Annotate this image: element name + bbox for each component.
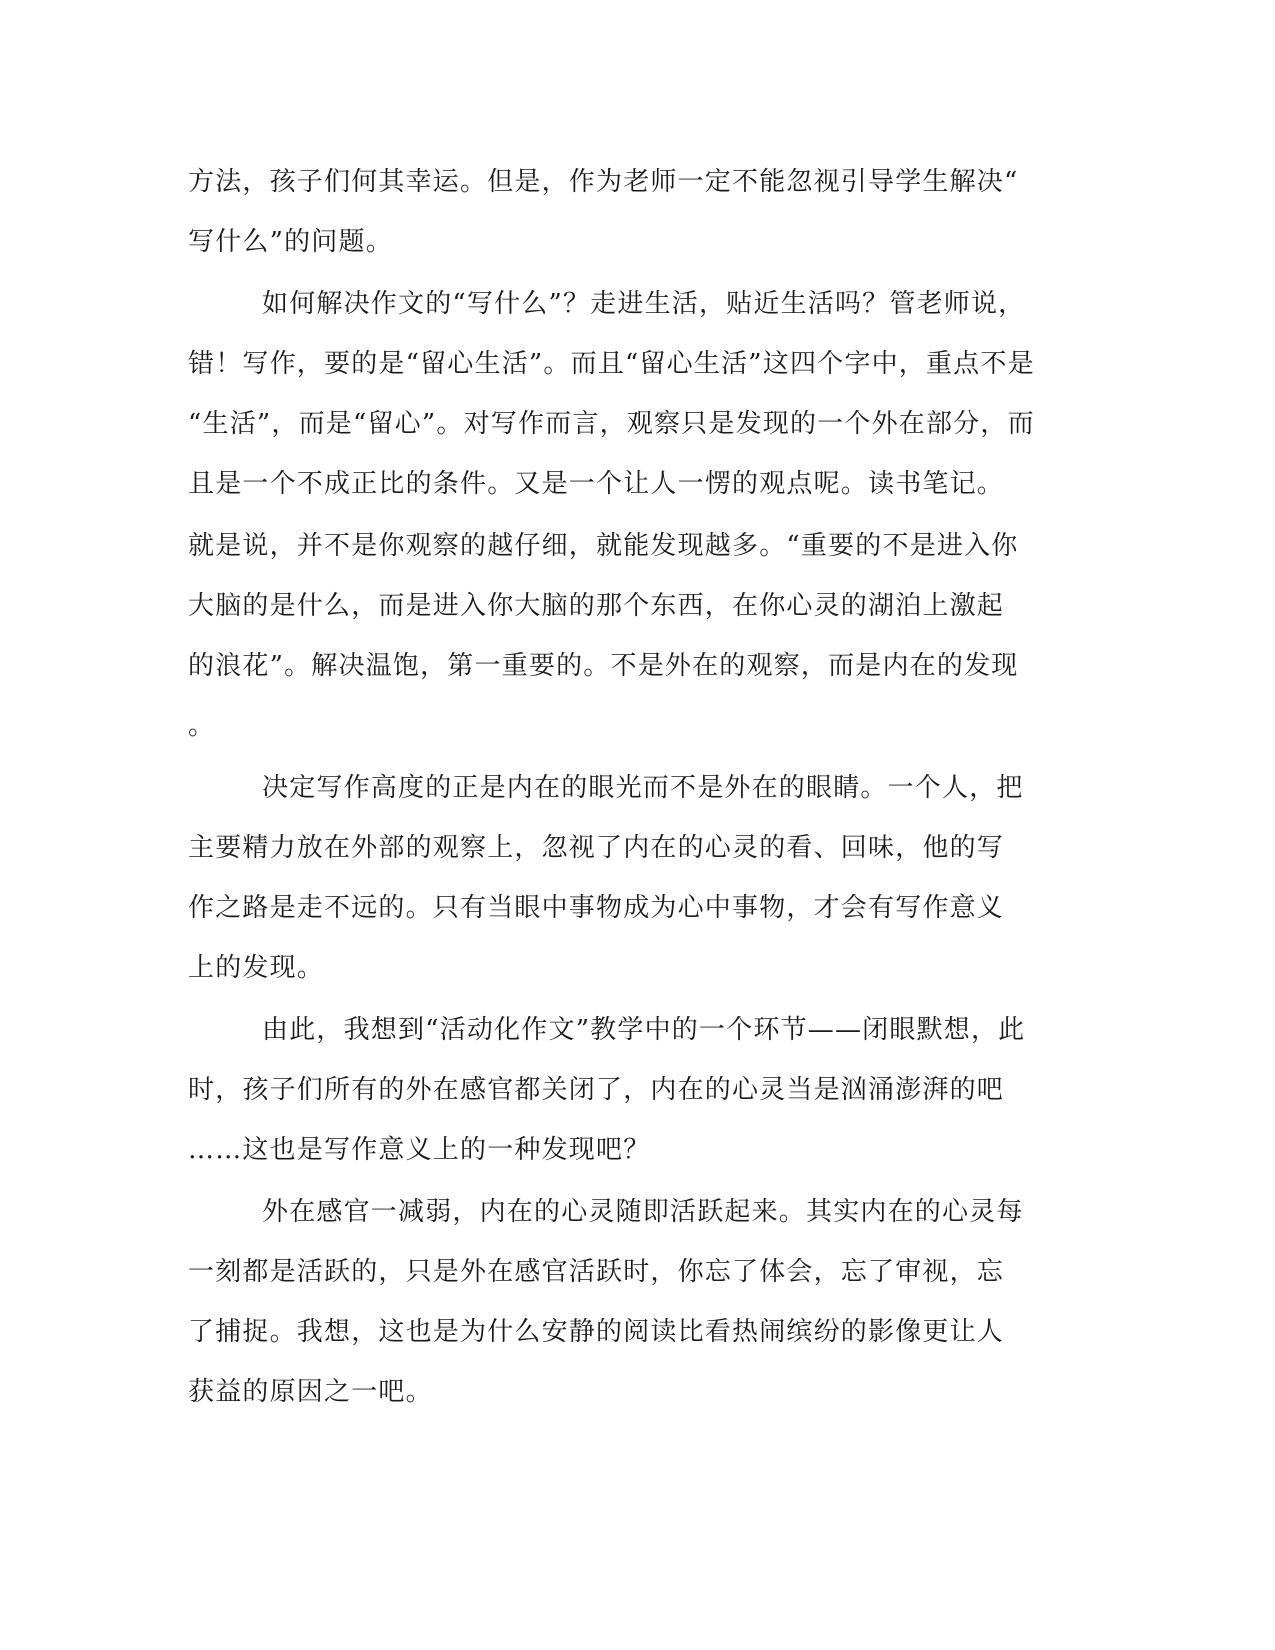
text-line: 写什么”的问题。 — [188, 227, 393, 257]
text-line: 获益的原因之一吧。 — [188, 1377, 433, 1407]
text-line: 大脑的是什么，而是进入你大脑的那个东西，在你心灵的湖泊上激起 — [188, 591, 1005, 621]
text-line: 上的发现。 — [188, 953, 325, 983]
text-line: 主要精力放在外部的观察上，忽视了内在的心灵的看、回味，他的写 — [188, 833, 1005, 863]
text-line: 作之路是走不远的。只有当眼中事物成为心中事物，才会有写作意义 — [188, 893, 1005, 923]
text-line: 。 — [188, 711, 216, 741]
paragraph-first-line: 决定写作高度的正是内在的眼光而不是外在的眼睛。一个人，把 — [262, 773, 1024, 803]
text-line: 错！写作，要的是“留心生活”。而且“留心生活”这四个字中，重点不是 — [188, 349, 1035, 379]
text-line: 时，孩子们所有的外在感官都关闭了，内在的心灵当是汹涌澎湃的吧 — [188, 1075, 1005, 1105]
text-line: 的浪花”。解决温饱，第一重要的。不是外在的观察，而是内在的发现 — [188, 651, 1019, 681]
text-line: 方法，孩子们何其幸运。但是，作为老师一定不能忽视引导学生解决“ — [188, 167, 1019, 197]
text-line: “生活”，而是“留心”。对写作而言，观察只是发现的一个外在部分，而 — [188, 409, 1035, 439]
paragraph-first-line: 由此，我想到“活动化作文”教学中的一个环节——闭眼默想，此 — [262, 1015, 1026, 1045]
text-line: ……这也是写作意义上的一种发现吧？ — [188, 1135, 651, 1165]
text-line: 一刻都是活跃的，只是外在感官活跃时，你忘了体会，忘了审视，忘 — [188, 1257, 1005, 1287]
paragraph-first-line: 外在感官一减弱，内在的心灵随即活跃起来。其实内在的心灵每 — [262, 1197, 1024, 1227]
text-line: 就是说，并不是你观察的越仔细，就能发现越多。“重要的不是进入你 — [188, 531, 1019, 561]
text-line: 且是一个不成正比的条件。又是一个让人一愣的观点呢。读书笔记。 — [188, 469, 1005, 499]
paragraph-first-line: 如何解决作文的“写什么”？走进生活，贴近生活吗？管老师说， — [262, 289, 1026, 319]
text-line: 了捕捉。我想，这也是为什么安静的阅读比看热闹缤纷的影像更让人 — [188, 1317, 1005, 1347]
